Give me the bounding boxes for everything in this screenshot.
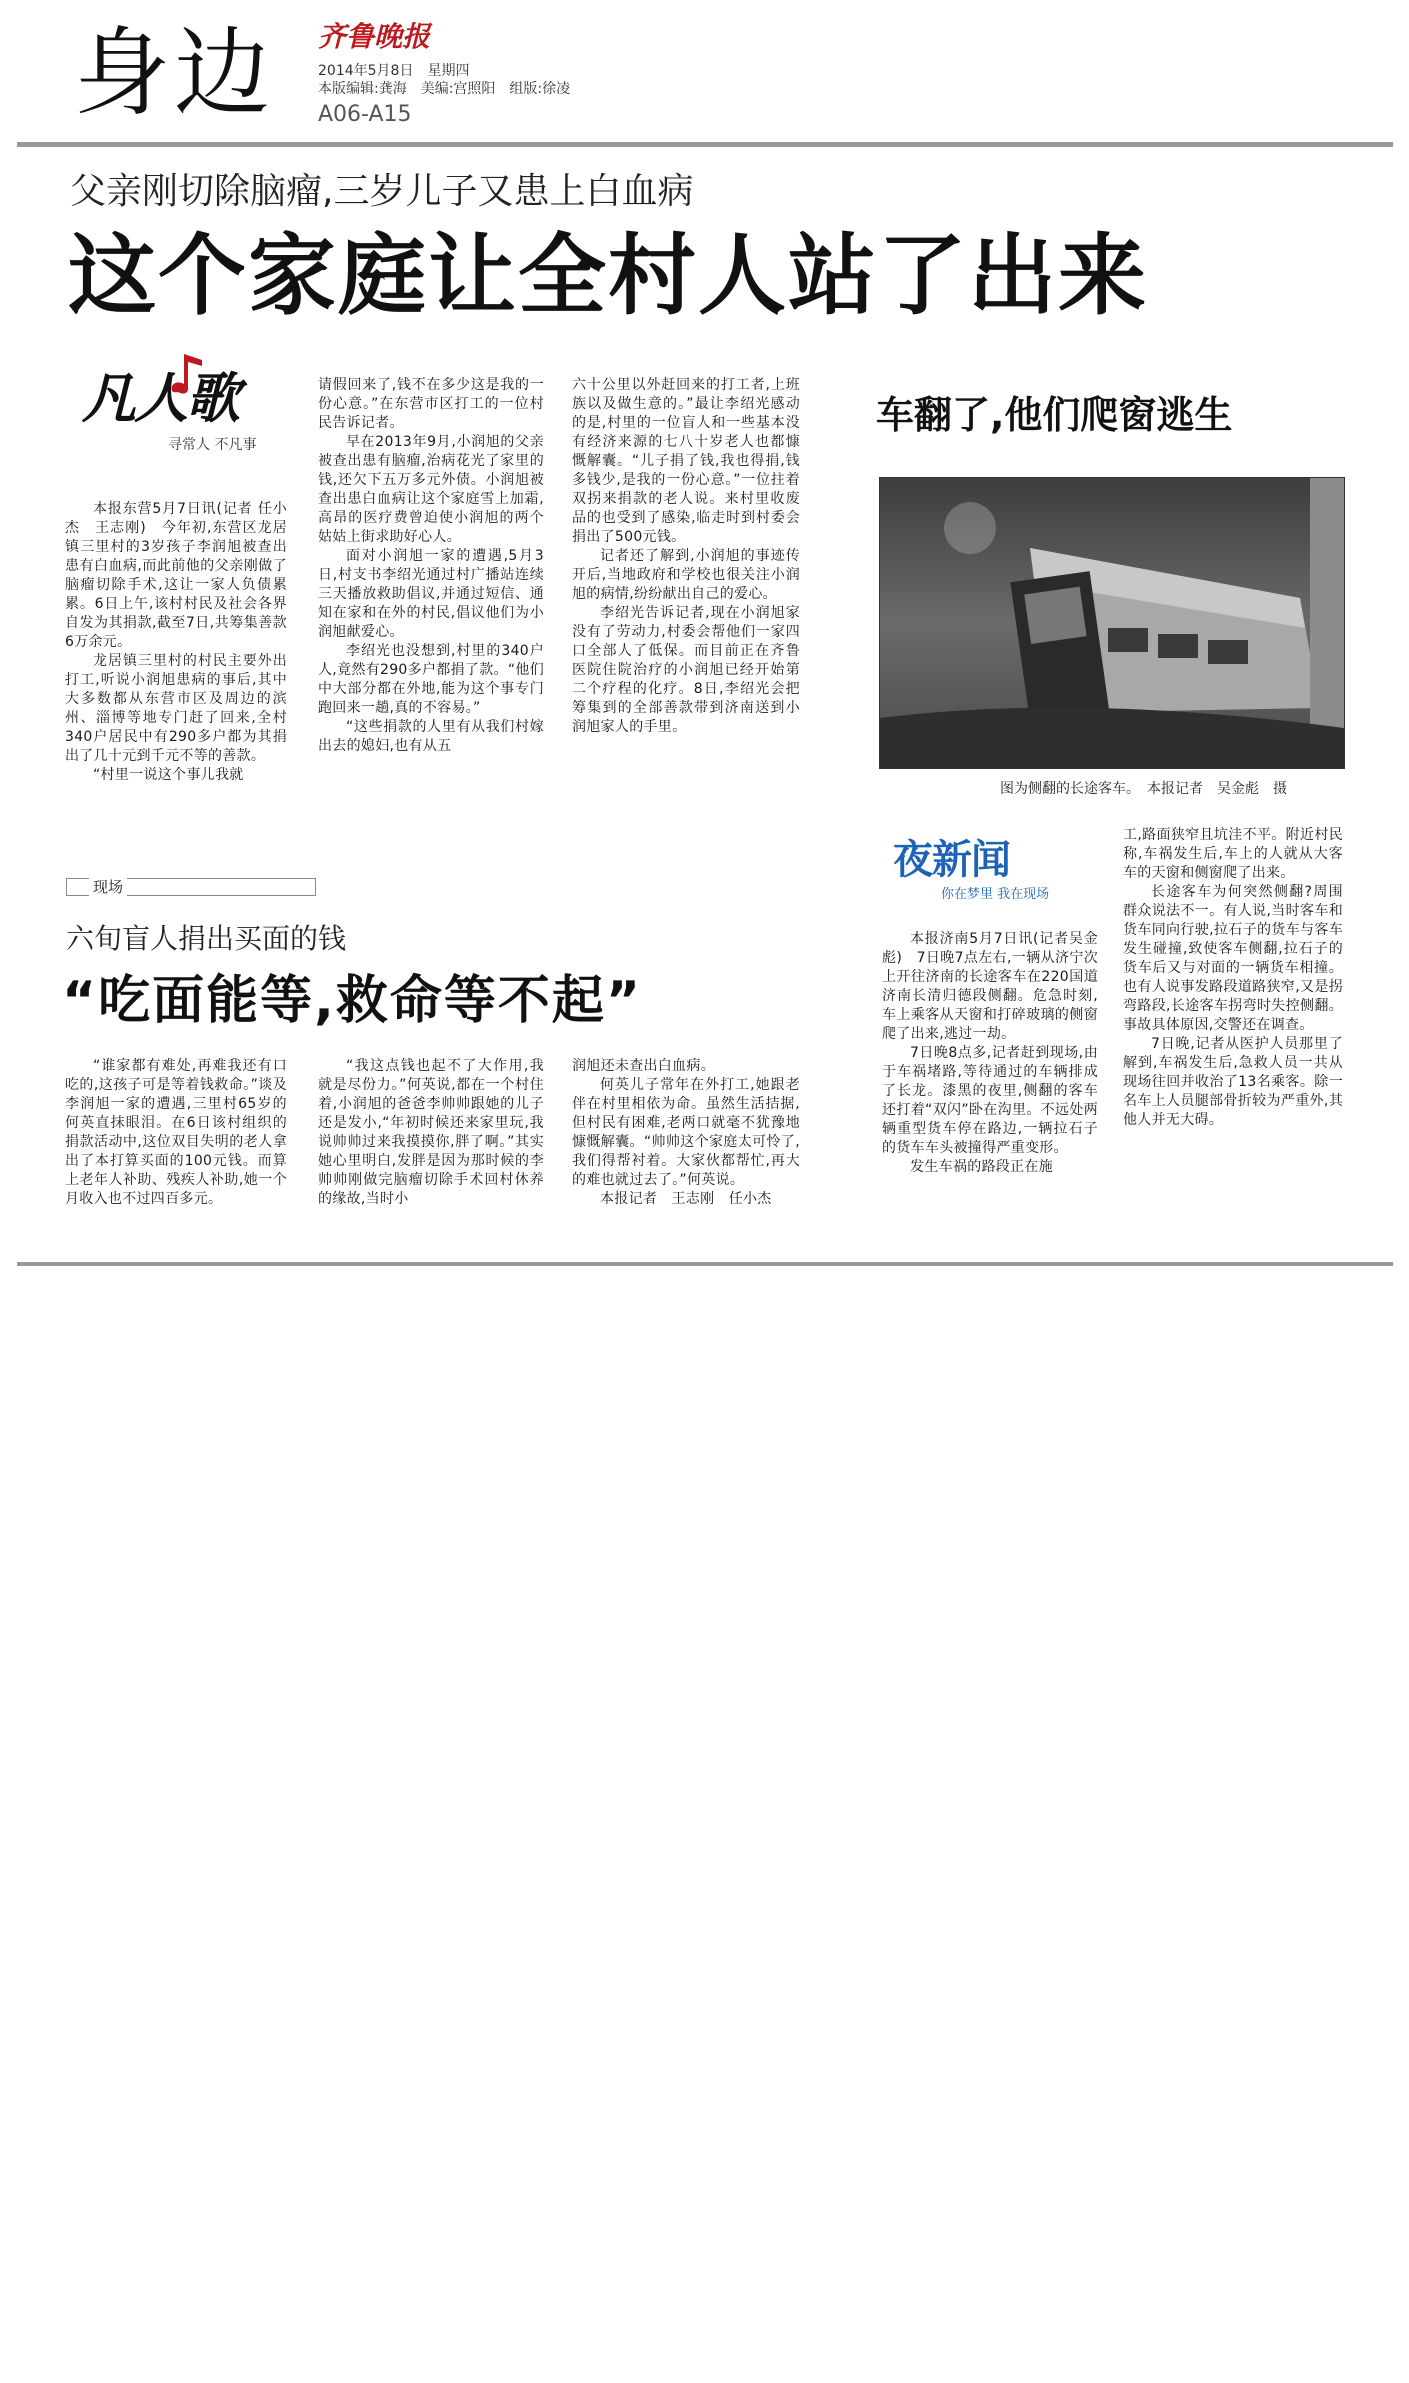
paragraph: 六十公里以外赶回来的打工者,上班族以及做生意的。”最让李绍光感动的是,村里的一位盲人和一些基本没有经济来源的七八十岁老人也都慷慨解囊。“儿子捐了钱,我也得捐,钱多钱少,是我的一份心意。”一位拄着双拐来捐款的老人说。来村里收废品的也受到了感染,临走时到村委会捐出了500元钱。 xyxy=(572,377,800,545)
fanrenge-column-logo xyxy=(68,350,278,460)
paragraph: “这些捐款的人里有从我们村嫁出去的媳妇,也有从五 xyxy=(318,719,544,754)
paragraph: 工,路面狭窄且坑洼不平。附近村民称,车祸发生后,车上的人就从大客车的天窗和侧窗爬了出来。 xyxy=(1123,827,1343,881)
section-tag-box xyxy=(66,878,316,896)
paragraph: 早在2013年9月,小润旭的父亲被查出患有脑瘤,治病花光了家里的钱,还欠下五万多元外债。小润旭被查出患白血病让这个家庭雪上加霜,高昂的医疗费曾迫使小润旭的两个姑姑上街求助好心人。 xyxy=(318,434,544,545)
paragraph: 7日晚8点多,记者赶到现场,由于车祸堵路,等待通过的车辆排成了长龙。漆黑的夜里,侧翻的客车还打着“双闪”卧在沟里。不远处两辆重型货车停在路边,一辆拉石子的货车车头被撞得严重变形。 xyxy=(882,1045,1098,1156)
section-title: 身边 xyxy=(74,17,274,129)
page-range: A06-A15 xyxy=(318,102,412,127)
overturned-bus-image xyxy=(880,478,1344,768)
story1-kicker: 父亲刚切除脑瘤,三岁儿子又患上白血病 xyxy=(70,171,694,212)
story2-column-3 xyxy=(572,1057,800,1209)
paragraph: “谁家都有难处,再难我还有口吃的,这孩子可是等着钱救命。”谈及李润旭一家的遭遇,三里村65岁的何英直抹眼泪。在6日该村组织的捐款活动中,这位双目失明的老人拿出了本打算买面的100元钱。而算上老年人补助、残疾人补助,她一个月收入也不过四百多元。 xyxy=(65,1058,287,1207)
paragraph: “我这点钱也起不了大作用,我就是尽份力。”何英说,都在一个村住着,小润旭的爸爸李帅帅跟她的儿子还是发小,“年初时候还来家里玩,我说帅帅过来我摸摸你,胖了啊。”其实她心里明白,发胖是因为那时候的李帅帅刚做完脑瘤切除手术回村休养的缘故,当时小 xyxy=(318,1058,544,1207)
paragraph: 长途客车为何突然侧翻?周围群众说法不一。有人说,当时客车和货车同向行驶,拉石子的货车与客车发生碰撞,致使客车侧翻,拉石子的货车后又与对面的一辆货车相撞。也有人说事发路段道路狭窄,又是拐弯路段,长途客车拐弯时失控侧翻。事故具体原因,交警还在调查。 xyxy=(1123,884,1343,1033)
paragraph: 李绍光也没想到,村里的340户人,竟然有290多户都捐了款。“他们中大部分都在外地,能为这个事专门跑回来一趟,真的不容易。” xyxy=(318,643,544,716)
section-tag-label: 现场 xyxy=(89,878,127,896)
story2-headline: “吃面能等,救命等不起” xyxy=(62,971,643,1031)
story1-headline: 这个家庭让全村人站了出来 xyxy=(68,224,1149,327)
paragraph: 发生车祸的路段正在施 xyxy=(910,1159,1053,1175)
story1-column-1 xyxy=(65,500,287,785)
column-logo-tagline: 寻常人 不凡事 xyxy=(168,437,257,453)
story3-column-2 xyxy=(1123,826,1343,1130)
story2-column-2 xyxy=(318,1057,544,1209)
paragraph: 记者还了解到,小润旭的事迹传开后,当地政府和学校也很关注小润旭的病情,纷纷献出自己的爱心。 xyxy=(572,548,800,602)
column-logo-tagline: 你在梦里 我在现场 xyxy=(941,887,1050,902)
paragraph: 面对小润旭一家的遭遇,5月3日,村支书李绍光通过村广播站连续三天播放救助倡议,并通过短信、通知在家和在外的村民,倡议他们为小润旭献爱心。 xyxy=(318,548,544,640)
masthead-divider xyxy=(17,142,1393,147)
paragraph: 7日晚,记者从医护人员那里了解到,车祸发生后,急救人员一共从现场往回并收治了13名乘客。除一名车上人员腿部骨折较为严重外,其他人并无大碍。 xyxy=(1123,1036,1343,1128)
date-line: 2014年5月8日 星期四 xyxy=(318,63,470,79)
byline: 本报记者 王志刚 任小杰 xyxy=(600,1191,772,1207)
paragraph: 本报东营5月7日讯(记者 任小杰 王志刚) 今年初,东营区龙居镇三里村的3岁孩子李润旭被查出患有白血病,而此前他的父亲刚做了脑瘤切除手术,这让一家人负债累累。6日上午,该村村民及社会各界自发为其捐款,截至7日,共筹集善款6万余元。 xyxy=(65,501,287,650)
yexinwen-column-logo xyxy=(893,837,1073,907)
editors-line: 本版编辑:龚海 美编:宫照阳 组版:徐凌 xyxy=(318,81,571,97)
story3-column-1 xyxy=(882,930,1098,1177)
paragraph: 龙居镇三里村的村民主要外出打工,听说小润旭患病的事后,其中大多数都从东营市区及周边的滨州、淄博等地专门赶了回来,全村340户居民中有290多户都为其捐出了几十元到千元不等的善款。 xyxy=(65,653,287,764)
story1-column-3 xyxy=(572,376,800,737)
bottom-divider xyxy=(17,1262,1393,1266)
paragraph: “村里一说这个事儿我就 xyxy=(93,767,244,783)
paragraph: 本报济南5月7日讯(记者吴金彪) 7日晚7点左右,一辆从济宁次上开往济南的长途客车在220国道济南长清归德段侧翻。危急时刻,车上乘客从天窗和打碎玻璃的侧窗爬了出来,逃过一劫。 xyxy=(882,931,1098,1042)
paragraph: 何英儿子常年在外打工,她跟老伴在村里相依为命。虽然生活拮据,但村民有困难,老两口就毫不犹豫地慷慨解囊。“帅帅这个家庭太可怜了,我们得帮衬着。大家伙都帮忙,再大的难也就过去了。”何英说。 xyxy=(572,1077,800,1188)
story2-column-1 xyxy=(65,1057,287,1209)
paragraph: 润旭还未查出白血病。 xyxy=(572,1058,715,1074)
paper-name-logo: 齐鲁晚报 xyxy=(318,20,431,53)
paragraph: 李绍光告诉记者,现在小润旭家没有了劳动力,村委会帮他们一家四口全部人了低保。而目前正在齐鲁医院住院治疗的小润旭已经开始第二个疗程的化疗。8日,李绍光会把筹集到的全部善款带到济南送到小润旭家人的手里。 xyxy=(572,605,800,735)
story2-kicker: 六旬盲人捐出买面的钱 xyxy=(66,922,347,955)
story1-column-2 xyxy=(318,376,544,756)
paragraph: 请假回来了,钱不在多少这是我的一份心意。”在东营市区打工的一位村民告诉记者。 xyxy=(318,377,544,431)
photo-caption: 图为侧翻的长途客车。 本报记者 吴金彪 摄 xyxy=(1000,781,1287,797)
overturned-bus-photo xyxy=(879,477,1345,769)
column-logo-title: 凡人歌 xyxy=(82,366,238,430)
column-logo-title: 夜新闻 xyxy=(893,837,1010,883)
story3-headline: 车翻了,他们爬窗逃生 xyxy=(876,393,1233,437)
